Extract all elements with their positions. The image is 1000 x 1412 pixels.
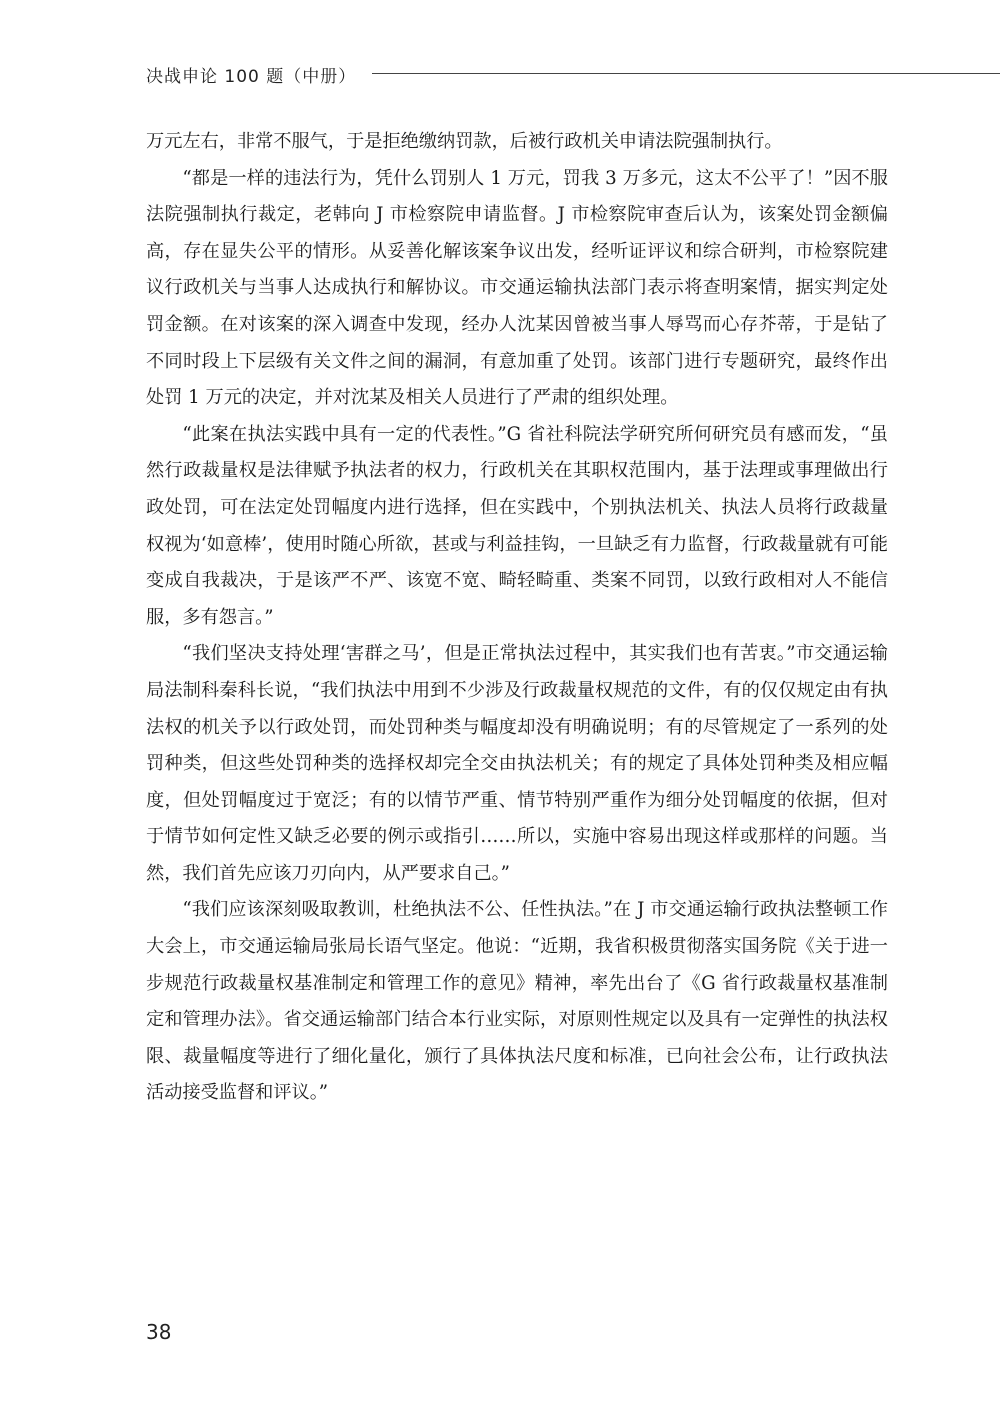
paragraph-4: “我们坚决支持处理‘害群之马’，但是正常执法过程中，其实我们也有苦衷。”市交通运输局法制科秦科长说，“我们执法中用到不少涉及行政裁量权规范的文件，有的仅仅规定由有执法权的机关予以行政处罚，而处罚种类与幅度却没有明确说明；有的尽管规定了一系列的处罚种类，但这些处罚种类的选择权却完全交由执法机关；有的规定了具体处罚种类及相应幅度，但处罚幅度过于宽泛；有的以情节严重、情节特别严重作为细分处罚幅度的依据，但对于情节如何定性又缺乏必要的例示或指引……所以，实施中容易出现这样或那样的问题。当然，我们首先应该刀刃向内，从严要求自己。” [146,643,888,884]
paragraph-1: 万元左右，非常不服气，于是拒绝缴纳罚款，后被行政机关申请法院强制执行。 [146,131,783,152]
page-number: 38 [146,1320,172,1344]
book-title: 决战申论 100 题（中册） [146,67,357,87]
paragraph-3: “此案在执法实践中具有一定的代表性。”G 省社科院法学研究所何研究员有感而发，“虽然行政裁量权是法律赋予执法者的权力，行政机关在其职权范围内，基于法理或事理做出行政处罚，可在法定处罚幅度内进行选择，但在实践中，个别执法机关、执法人员将行政裁量权视为‘如意棒’，使用时随心所欲，甚或与利益挂钩，一旦缺乏有力监督，行政裁量就有可能变成自我裁决，于是该严不严、该宽不宽、畸轻畸重、类案不同罚，以致行政相对人不能信服，多有怨言。” [146,423,888,628]
article-body [146,124,888,1112]
header-rule [372,73,1000,74]
paragraph-5: “我们应该深刻吸取教训，杜绝执法不公、任性执法。”在 J 市交通运输行政执法整顿工作大会上，市交通运输局张局长语气坚定。他说：“近期，我省积极贯彻落实国务院《关于进一步规范行政裁量权基准制定和管理工作的意见》精神，率先出台了《G 省行政裁量权基准制定和管理办法》。省交通运输部门结合本行业实际，对原则性规定以及具有一定弹性的执法权限、裁量幅度等进行了细化量化，颁行了具体执法尺度和标准，已向社会公布，让行政执法活动接受监督和评议。” [146,899,888,1104]
paragraph-2: “都是一样的违法行为，凭什么罚别人 1 万元，罚我 3 万多元，这太不公平了！”因不服法院强制执行裁定，老韩向 J 市检察院申请监督。J 市检察院审查后认为，该案处罚金额偏高，存在显失公平的情形。从妥善化解该案争议出发，经听证评议和综合研判，市检察院建议行政机关与当事人达成执行和解协议。市交通运输执法部门表示将查明案情，据实判定处罚金额。在对该案的深入调查中发现，经办人沈某因曾被当事人辱骂而心存芥蒂，于是钻了不同时段上下层级有关文件之间的漏洞，有意加重了处罚。该部门进行专题研究，最终作出处罚 1 万元的决定，并对沈某及相关人员进行了严肃的组织处理。 [146,167,888,409]
running-header [146,58,906,98]
